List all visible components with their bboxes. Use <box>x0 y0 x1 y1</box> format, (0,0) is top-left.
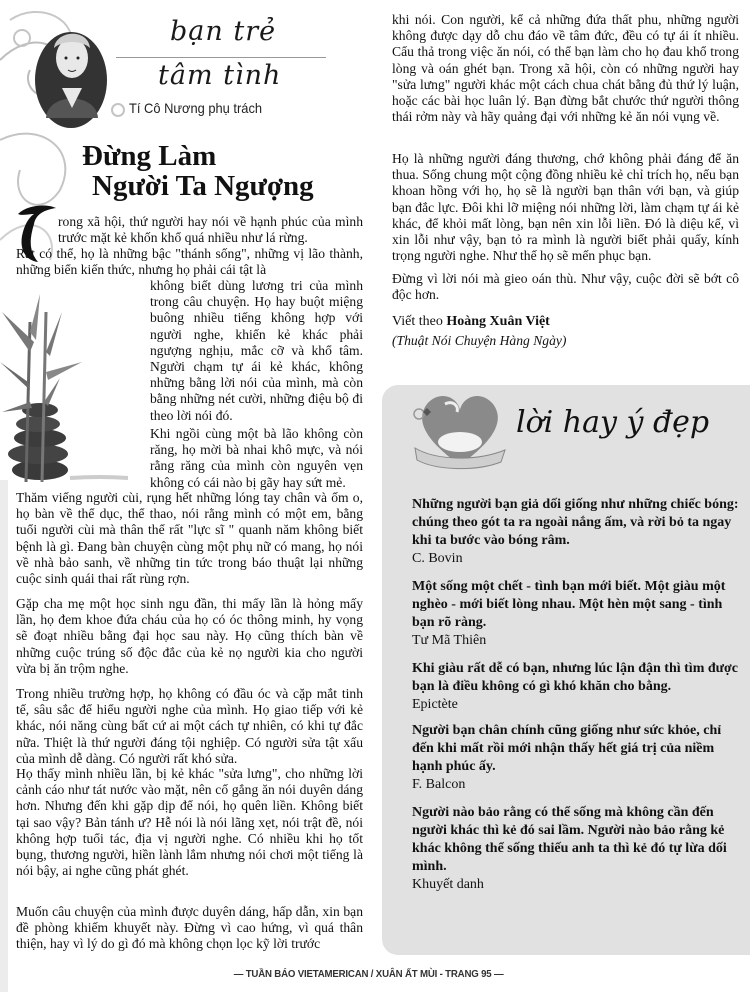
quote-author: Tư Mã Thiên <box>412 633 487 648</box>
quote-author: C. Bovin <box>412 551 463 566</box>
heart-ribbon-icon <box>405 390 515 475</box>
quote-text: Khi giàu rất dễ có bạn, nhưng lúc lận đận thì tìm được bạn là điều không có gì khó khăn cho bằng. <box>412 661 739 694</box>
quote-text: Người bạn chân chính cũng giống như sức khỏe, chỉ đến khi mất rồi mới nhận thấy hết giá trị của niềm hạnh phúc ấy. <box>412 723 722 774</box>
paragraph-1-intro: rong xã hội, thứ người hay nói về hạnh phúc của mình trước mặt kẻ khốn khổ quá nhiều như lá rừng. <box>58 214 363 246</box>
header-rule <box>116 57 326 58</box>
footer-text: — TUẦN BÁO VIETAMERICAN / XUÂN ẤT MÙI - TRANG 95 — <box>233 968 504 980</box>
quote-item <box>412 578 742 650</box>
paragraph-5: Họ thấy mình nhiều lần, bị kẻ khác "sửa lưng", cho những lời cảnh cáo như tát nước vào mặt, nên cố gắng ăn nói duyên dáng hơn. Nhưng đến khi gặp dịp để nói, họ quên liền. Không biết tại sao vậy? Bản tánh ư? Hễ nói là nói lãng xẹt, nói trật đề, nói không hợp tuổi tác, địa vị người nghe. Có nhiều khi họ tốt bụng, thương người, hiền lành lắm nhưng nói chơi một tiếng là nói bậy, ai nghe cũng phát ghét. <box>16 766 363 879</box>
quote-author: Epictète <box>412 697 458 712</box>
paragraph-9: Đừng vì lời nói mà gieo oán thù. Như vậy, cuộc đời sẽ bớt cô độc hơn. <box>392 271 739 303</box>
paragraph-2-intro: Khi ngồi cùng một bà lão không còn răng, họ mời bà nhai khô mực, và nói rằng răng của mình còn nguyên vẹn không có cái nào bị gãy hay sứt mẻ. <box>150 426 363 490</box>
article-title-line2: Người Ta Ngượng <box>92 170 314 202</box>
byline-source: (Thuật Nói Chuyện Hàng Ngày) <box>392 333 567 348</box>
section-title-line2: tâm tình <box>158 60 282 91</box>
quote-item <box>412 496 742 568</box>
quote-text: Những người bạn giả dối giống như những chiếc bóng: chúng theo gót ta ra ngoài nắng ấm, và rời bỏ ta ngay khi ta bước vào bóng râm. <box>412 497 739 548</box>
page-footer <box>218 963 518 985</box>
byline-prefix: Viết theo <box>392 314 443 329</box>
quote-text: Người nào bảo rằng có thể sống mà không cần đến người khác thì kẻ đó sai lầm. Người nào bảo rằng kẻ khác không thể sống thiếu anh ta thì kẻ đó tự lừa dối mình. <box>412 805 727 874</box>
quote-author: F. Balcon <box>412 777 466 792</box>
paragraph-2-continued: Thăm viếng người cùi, rụng hết những lóng tay chân và ốm o, họ bàn về thể dục, thể thao, nói rằng mình có một em, bằng tuổi người cùi mà thân thể rất "lực sĩ " quanh năm không biết bệnh là gì. Đang bàn chuyện cùng một phụ nữ có mang, họ nói về nhà bảo sanh, về những tin tức trong báo thuật lại những cuộc sinh quái thai rất rùng rợn. <box>16 490 363 587</box>
paragraph-3: Gặp cha mẹ một học sinh ngu đần, thi mấy lần là hỏng mấy lần, họ đem khoe đứa cháu của họ có óc thông minh, hy vọng sẽ đoạt nhiều bằng đại học sau này. Họ cũng thích bàn về những cuộc trúng số độc đắc của kẻ nọ người kia cho người vừa bị ăn trộm nghe. <box>16 596 363 676</box>
paragraph-1-end: không biết dùng lương tri của mình trong câu chuyện. Họ hay buột miệng buông nhiều tiếng không hợp với người nghe, khiến kẻ khác phải ngượng nghịu, mắc cỡ và khổ tâm. Người chạm tự ái kẻ khác, không những bằng lời nói của mình, mà còn bằng những nét cười, những điệu bộ đi theo lời nói đó. <box>150 278 363 423</box>
byline-author: Hoàng Xuân Việt <box>446 314 550 329</box>
article-title-line1: Đừng Làm <box>82 140 217 172</box>
quote-item <box>412 722 742 794</box>
section-title-line1: bạn trẻ <box>170 16 277 47</box>
bamboo-stones-illustration <box>0 292 130 482</box>
paragraph-1-continued: Rất có thể, họ là những bậc "thánh sống", những vị lão thành, những biển kiến thức, nhưng họ phải cái tật là <box>16 246 363 278</box>
paragraph-7: khi nói. Con người, kể cả những đứa thất phu, những người không được dạy dỗ chu đáo về tâm đức, đều có tự ái ít nhiều. Cẩu thả trong việc ăn nói, có thể bạn làm cho họ đau khổ trong lòng và oán ghét bạn. Trong xã hội, còn có những người hay "sửa lưng" người khác một cách chua chát bằng đủ thứ lý luận, hoặc các bài học luân lý. Bạn đừng bắt chước thứ người thông thái rởm này và hãy quảng đại với những kẻ ăn nói vụng về. <box>392 12 739 125</box>
paragraph-6: Muốn câu chuyện của mình được duyên dáng, hấp dẫn, xin bạn đề phòng khiếm khuyết này. Đừng vì cao hứng, vì quá thân thiện, hay vì lý do gì đó mà không chọn lọc kỹ lời trước <box>16 904 363 952</box>
section-editor: Tí Cô Nương phụ trách <box>129 100 263 116</box>
quote-author: Khuyết danh <box>412 877 484 892</box>
paragraph-8: Họ là những người đáng thương, chớ không phải đáng để ăn thua. Sống chung một cộng đồng nhiều kẻ chỉ trích họ, nếu bạn khoan hồng với họ, họ sẽ là người bạn thân với bạn, và giúp bạn đắc lực. Đôi khi lỡ miệng nói những lời, làm chạm tự ái kẻ khác, để khỏi mất lòng, bạn nên xin lỗi liền. Đó là diệu kế, vì xin lỗi như vậy, bạn tỏ ra mình là người biết phải quấy, kính trọng người nghe. Như thế họ sẽ mến phục bạn. <box>392 151 739 264</box>
quote-item <box>412 660 742 714</box>
paragraph-4: Trong nhiều trường hợp, họ không có đầu óc và cặp mắt tinh tế, sâu sắc để hiểu người nghe của mình. Họ giao tiếp với kẻ khác, nói năng cùng bất cứ ai một cách tự nhiên, có khi tự đắc nữa. Thiệt là thứ người đáng tội nghiệp. Có người sửa tật xấu của mình dễ dàng. Có người rất khó sửa. <box>16 686 363 766</box>
quotes-box-title: lời hay ý đẹp <box>516 405 710 440</box>
woman-portrait-illustration <box>32 18 110 130</box>
quote-item <box>412 804 742 894</box>
byline <box>392 314 550 330</box>
quote-text: Một sống một chết - tình bạn mới biết. Một giàu một nghèo - mới biết lòng nhau. Một hèn một sang - tình bạn rõ ràng. <box>412 579 726 630</box>
